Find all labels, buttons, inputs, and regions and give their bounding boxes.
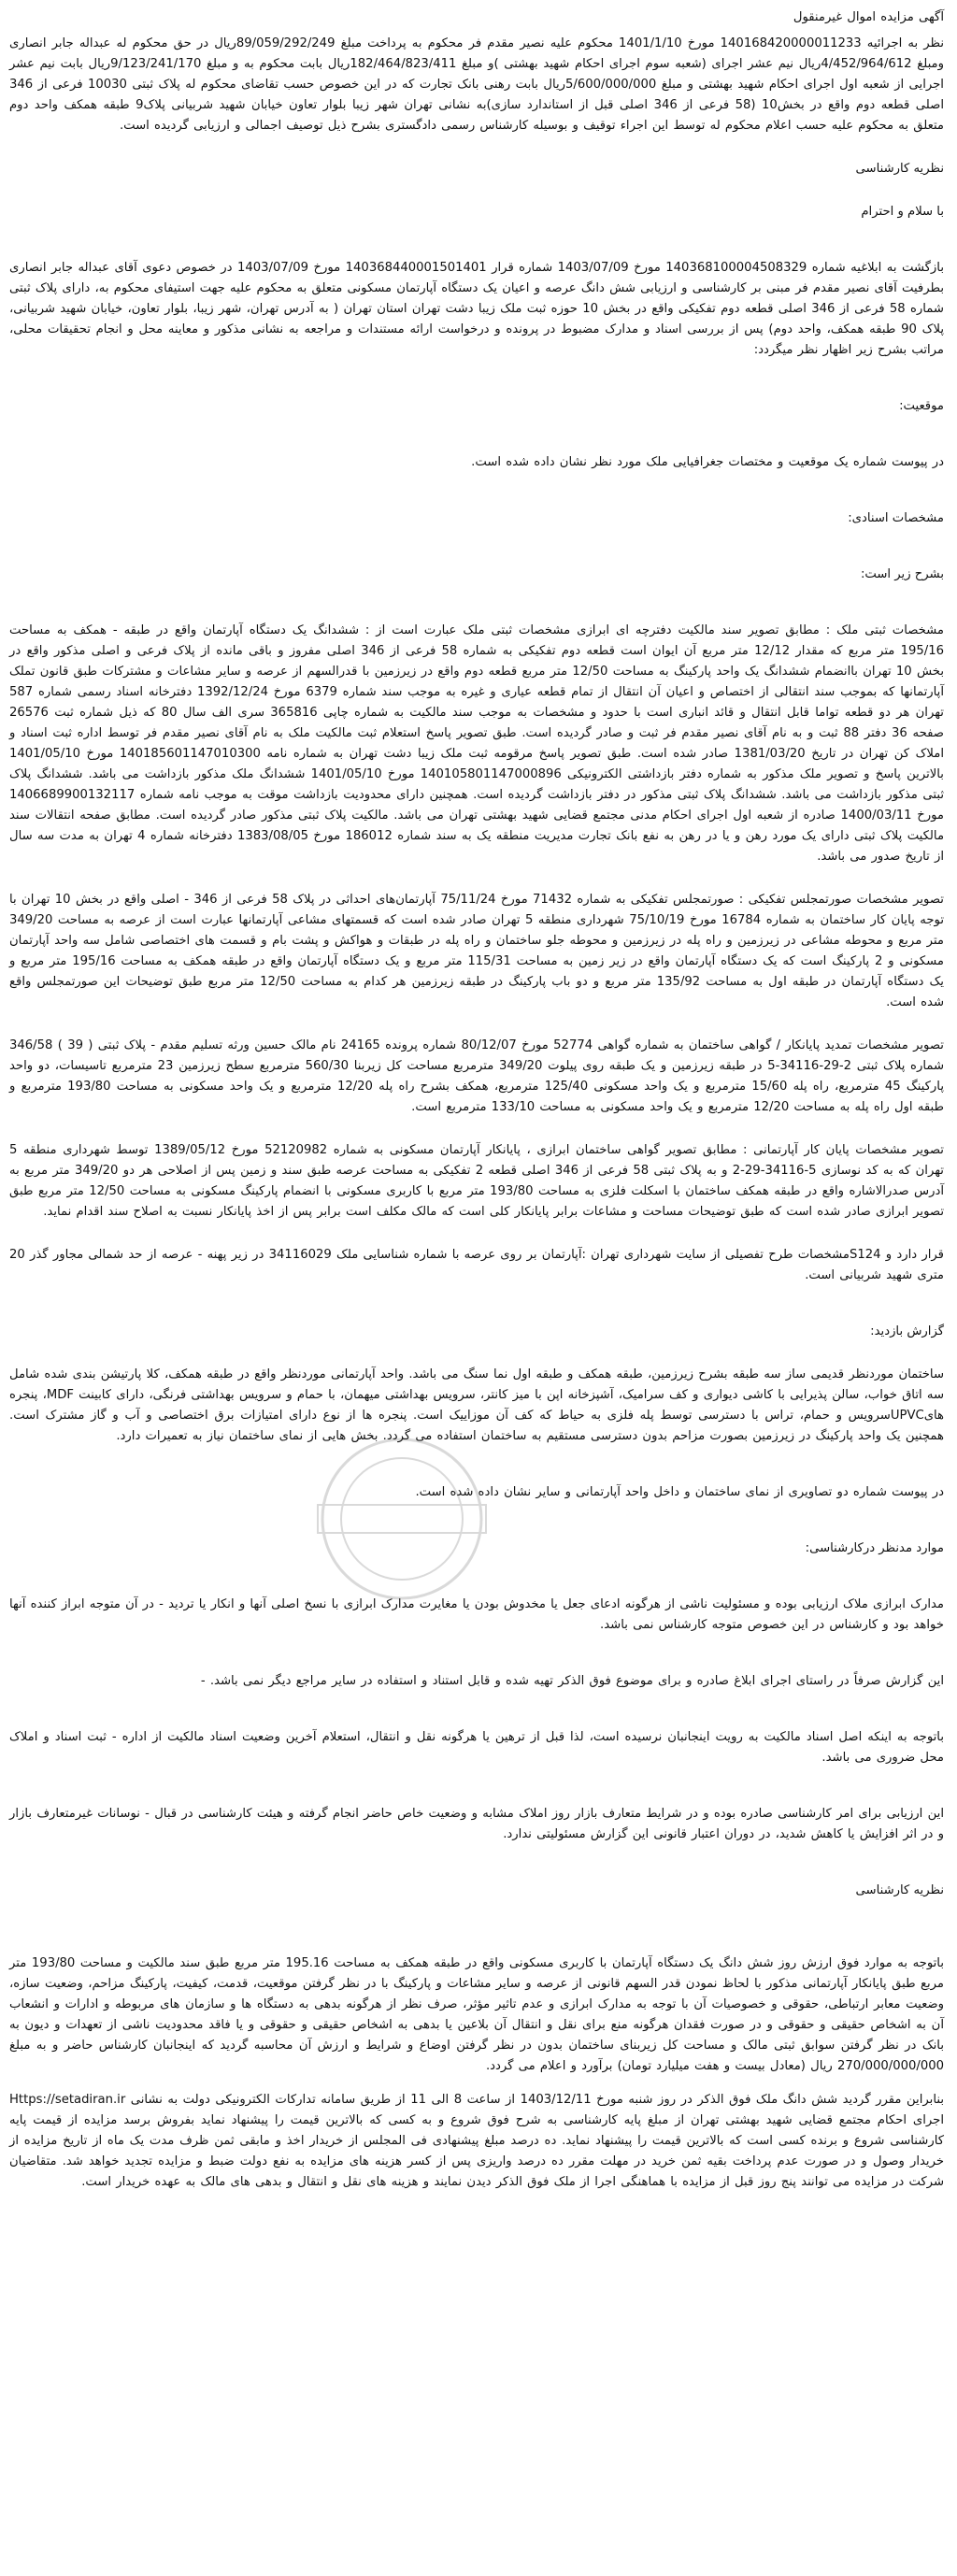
document-title: آگهی مزایده اموال غیرمنقول (793, 10, 944, 24)
registry-paragraph: مشخصات ثبتی ملک : مطابق تصویر سند مالکیت دفترچه ای ابرازی مشخصات ثبتی ملک عبارت است از : ششدانگ یک دستگاه آپارتمان واقع در طبقه - همکف به مساحت 195/16 متر مربع که مقدار 12/12 متر مربع آن ایوان است قطعه دوم تفکیکی به شماره 58 فرعی از 346 اصلی مفروز و باقی مانده از پلاک فرعی و اصلی مذکور واقع در بخش 10 تهران باانضمام ششدانگ یک واحد پارکینگ به مساحت 12/50 متر مربع قطعه دوم واقع در زیرزمین با قدرالسهم از عرصه و سایر مشاعات و مشترکات طبق قانون تملک آپارتمانها که بموجب سند انتقالی از اختصاص و اعیان آن انتقال از تمام قطعه عیاری و غیره به موجب سند شماره 6379 مورخ 1392/12/24 دفترخانه اسناد رسمی شماره 587 تهران هر دو قطعه تواما قابل انتقال و قائد انباری است با حدود و مشخصات به موجب سند مالکیت به شماره چاپی 365816 سری الف سال 80 که ذیل شماره ثبت 26576 صفحه 36 دفتر 88 ثبت و به نام آقای نصیر مقدم فر ثبت و صادر گردیده است. طبق تصویر پاسخ استعلام ثبت مالکیت ملک به نام آقای نصیر مقدم فر توسط اداره ثبت اسناد و املاک کن تهران در تاریخ 1381/03/20 صادر شده است. طبق تصویر پاسخ مرقومه ثبت ملک زیبا دشت تهران به شماره نامه 140185601147010300 مورخ 1401/05/10 بالاترین پاسخ و تصویر ملک مذکور به شماره دفتر بازداشتی الکترونیکی 140105801147000896 مورخ 1401/05/10 ششدانگ ملک مذکور بازداشت می باشد. ششدانگ پلاک ثبتی مذکور بازداشت می باشد. ششدانگ پلاک ثبتی مذکور در دفتر بازداشت گردیده است. همچنین دارای محدودیت بازداشت موقت به موجب نامه شماره 1406689900132117 مورخ 1400/03/11 صادره از شعبه اول اجرای احکام مدنی مجتمع قضایی شهید بهشتی تهران می باشد. مالکیت پلاک ثبتی مذکور صادر گردیده است. مطابق صفحه انتقالات سند مالکیت پلاک ثبتی دارای یک مورد رهن و یا در رهن به نفع بانک تجارت مدیریت منطقه یک به سند شماره 186012 مورخ 1383/08/05 دفترخانه شماره 4 تهران به مدت سه سال از تاریخ صدور می باشد. (9, 623, 945, 864)
note-item: باتوجه به اینکه اصل اسناد مالکیت به رویت اینجانبان نرسیده است، لذا قبل از ترهین یا هرگونه نقل و انتقال، استعلام آخرین وضعیت اسناد مالکیت از اداره - ثبت اسناد و املاک محل ضروری می باشد. (9, 1730, 944, 1765)
photos-paragraph: در پیوست شماره دو تصاویری از نمای ساختمان و داخل واحد آپارتمانی و سایر نشان داده شده است. (415, 1485, 944, 1499)
opinion-paragraph: باتوجه به موارد فوق ارزش روز شش دانگ یک دستگاه آپارتمان با کاربری مسکونی واقع در طبقه همکف به مساحت 195.16 متر مربع طبق سند مالکیت و مساحت 193/80 متر مربع طبق پایانکار آپارتمانی مذکور با لحاظ نمودن قدر السهم قانونی از عرصه و سایر مشاعات و پارکینگ با در نظر گرفتن موقعیت، قدمت، کیفیت، پارکینگ مزاحم، وضعیت سازه، وضعیت معابر ارتباطی، حقوقی و خصوصیات آن با توجه به مدارک ابرازی و عدم تاثیر مؤثر، صرف نظر از هرگونه بدهی به دستگاه ها و سازمان های مربوطه و ادارات و انشعاب آن به اشخاص حقیقی و حقوقی و در صورت فقدان هرگونه منع برای نقل و انتقال آن بلاعین یا بدهی به اشخاص حقیقی و حقوقی و یا فاقد محدودیت ناشی از تعهدات و دیون به بانک در نظر گرفتن سوابق ثبتی مالک و مساحت کل زیربنای ساختمان بدون در نظر گرفتن اوضاع و شرایط و ارزش آن محاسبه گردید که اینجانبان کارشناس حاضر و به مبلغ 270/000/000/000 ریال (معادل بیست و هفت میلیارد تومان) برآورد و اعلام می گردد. (9, 1956, 944, 2073)
description-heading: بشرح زیر است: (860, 567, 944, 581)
note-item: این گزارش صرفاً در راستای اجرای ابلاغ صادره و برای موضوع فوق الذکر تهیه شده و قابل استناد و استفاده در سایر مراجع دیگر نمی باشد. - (200, 1674, 944, 1688)
completion-certificate-paragraph: تصویر مشخصات پایان کار آپارتمانی : مطابق تصویر گواهی ساختمان ابرازی ، پایانکار آپارتمان مسکونی به شماره 52120982 مورخ 1389/05/12 توسط شهرداری منطقه 5 تهران که به کد نوسازی 5-34116-29-2 و به پلاک ثبتی 58 فرعی از 346 اصلی قطعه 2 تفکیکی به مساحت عرصه طبق سند و زمین پس از اصلاحی هر دو 349/20 متر مربع به آدرس صدرالاشاره واقع در طبقه همکف ساختمان با اسکلت فلزی به مساحت 193/80 متر مربع با کاربری مسکونی با انضمام پارکینگ مسکونی به مساحت 12/50 متر مربع طبق تصویر ابرازی صادر شده است که طبق توضیحات مساحت و مشاعات برابر پایانکار کلی است که مالک مکلف است برابر پس از اخذ پایانکار نسبت به اصلاح سند اقدام نماید. (9, 1143, 944, 1219)
completion-extension-paragraph: تصویر مشخصات تمدید پایانکار / گواهی ساختمان به شماره گواهی 52774 مورخ 80/12/07 شماره پرونده 24165 نام مالک حسین ورثه تسلیم مقدم - پلاک ثبتی ( 39 ) 346/58 شماره پلاک ثبتی 2-29-34116-5 در طبقه زیرزمین و یک طبقه روی پیلوت 349/20 مترمربع مساحت کل زیربنا 560/30 مترمربع سطح زیرزمین 23 مترمربع تاسیسات، دو واحد پارکینگ 45 مترمربع، راه پله 15/60 مترمربع و یک واحد مسکونی 125/40 مترمربع، همکف بشرح راه پله 12/20 مترمربع و یک واحد مسکونی به مساحت 193/80 مترمربع و طبقه اول راه پله به مساحت 12/20 مترمربع و یک واحد مسکونی به مساحت 133/10 مترمربع است. (9, 1038, 945, 1114)
detailed-plan-paragraph: قرار دارد و S124مشخصات طرح تفصیلی از سایت شهرداری تهران :آپارتمان بر روی عرصه با شماره شناسایی ملک 34116029 در زیر پهنه - عرصه از حد شمالی مجاور گذر 20 متری شهید شربیانی است. (9, 1248, 944, 1282)
visit-heading: گزارش بازدید: (870, 1324, 944, 1338)
notes-heading: موارد مدنظر درکارشناسی: (805, 1541, 944, 1555)
documents-heading: مشخصات اسنادی: (848, 511, 944, 525)
note-item: مدارک ابرازی ملاک ارزیابی بوده و مسئولیت ناشی از هرگونه ادعای جعل یا مخدوش بودن یا مغایرت مدارک ابرازی با نسخ اصلی آنها و انکار یا تردید - در آن متوجه ابراز کننده آنها خواهد بود و کارشناس در این خصوص متوجه کارشناس نمی باشد. (9, 1597, 944, 1632)
opinion-heading: نظریه کارشناسی (855, 1883, 944, 1897)
auction-terms-paragraph: بنابراین مقرر گردید شش دانگ ملک فوق الذکر در روز شنبه مورخ 1403/12/11 از ساعت 8 الی 11 از طریق سامانه تدارکات الکترونیکی دولت به نشانی Https://setadiran.ir اجرای احکام مجتمع قضایی شهید بهشتی تهران از مبلغ پایه کارشناسی به شرح فوق شروع و به کسی که بالاترین قیمت را پیشنهاد نماید بفروش برسد مزایده از قیمت پایه کارشناسی شروع و برنده کسی است که بالاترین قیمت را پیشنهاد نماید. ده درصد مبلغ پیشنهادی فی المجلس از خریدار اخذ و مابقی ثمن ظرف مدت یک ماه از تاریخ مزایده از خریدار وصول و در صورت عدم پرداخت بقیه ثمن خرید در مهلت مقرر ده درصد واریزی پس از کسر هزینه های مزایده به نفع دولت ضبط و مزایده تجدید خواهد شد. متقاضیان شرکت در مزایده می توانند پنج روز قبل از مزایده با هماهنگی اجرا از ملک فوق الذکر دیدن نمایند و هزینه های نقل و انتقال و بدهی های مالک به عهده خریدار است. (9, 2093, 945, 2189)
visit-paragraph: ساختمان موردنظر قدیمی ساز سه طبقه بشرح زیرزمین، طبقه همکف و طبقه اول نما سنگ می باشد. واحد آپارتمانی موردنظر واقع در طبقه همکف، کلا پارتیشن بندی شده شامل سه اتاق خواب، سالن پذیرایی با کاشی دیواری و کف سرامیک، آشپزخانه اپن با میز کانتر، سرویس بهداشتی میهمان، با حمام و سرویس بهداشتی فرنگی، دارای کابینت MDF، پنجره هایUPVCسرویس و حمام، تراس با دسترسی توسط پله فلزی به حیاط که کف آن موزاییک است. پنجره ها از نوع دارای امتیازات برق اختصاصی و آب و گاز مشترک است. همچنین یک واحد پارکینگ در زیرزمین بصورت مزاحم بدون دسترسی مستقیم به ساختمان استفاده می گردد. بخش هایی از نمای ساختمان نیاز به تعمیرات دارد. (9, 1367, 944, 1443)
location-heading: موقعیت: (899, 399, 944, 413)
subdivision-minutes-paragraph: تصویر مشخصات صورتمجلس تفکیکی : صورتمجلس تفکیکی به شماره 71432 مورخ 75/11/24 آپارتمان‌های احداثی در پلاک 58 فرعی از 346 - اصلی واقع در بخش 10 تهران با توجه پایان کار ساختمان به شماره 16784 مورخ 75/10/19 شهرداری منطقه 5 تهران صادر شده است که قسمتهای مشاعی آپارتمانها عبارت است از عرصه به مساحت 349/20 متر مربع و محوطه مشاعی در زیرزمین و راه پله در زیرزمین و محوطه جلو ساختمان و راه پله در طبقات و هواکش و پشت بام و قسمت های اختصاصی شامل سه واحد آپارتمان مسکونی و 2 پارکینگ است که یک دستگاه آپارتمان واقع در زیر زمین به مساحت 115/31 متر مربع و یک دستگاه آپارتمان واقع در طبقه همکف به مساحت 195/16 متر مربع و یک دستگاه آپارتمان در طبقه اول به مساحت 135/92 متر مربع و دو باب پارکینگ در طبقه زیرزمین هر کدام به مساحت 12/50 متر مربع طبق توضیحات این صورتمجلس واقع شده است. (9, 893, 944, 1009)
expert-intro-paragraph: بازگشت به ابلاغیه شماره 140368100004508329 مورخ 1403/07/09 شماره قرار 140368440001501401 مورخ 1403/07/09 در خصوص دعوی آقای عبداله جابر انصاری بطرفیت آقای نصیر مقدم فر مبنی بر کارشناسی و ارزیابی شش دانگ عرصه و اعیان یک دستگاه آپارتمان مسکونی متعلق به محکوم علیه جهت استیفای محکوم به، دارای پلاک ثبتی شماره 58 فرعی از 346 اصلی قطعه دوم تفکیکی واقع در بخش 10 حوزه ثبت ملک زیبا دشت تهران استان تهران ( به آدرس تهران، شهر زیبا، بلوار تعاون، خیابان شهید شربیانی، پلاک 90 طبقه همکف، واحد دوم) پس از بررسی اسناد و مدارک مضبوط در پرونده و درخواست ارائه مستندات و مراجعه به نشانی مذکور و معاینه محل و انجام تحقیقات محلی، مراتب بشرح زیر اظهار نظر میگردد: (9, 261, 944, 357)
intro-paragraph: نظر به اجرائیه 140168420000011233 مورخ 1401/1/10 محکوم علیه نصیر مقدم فر محکوم به پرداخت مبلغ 89/059/292/249ریال در حق محکوم له عبداله جابر انصاری ومبلغ 4/452/964/612ریال نیم عشر اجرای (شعبه سوم اجرای احکام شهید بهشتی )و مبلغ 182/464/823/411ریال بابت محکوم به و مبلغ 9/123/241/170ریال بابت نیم عشر اجرایی از شعبه اول اجرای احکام شهید بهشتی و مبلغ 5/600/000/000ریال بابت رهنی بانک تجارت که در این خصوص حسب تقاضای محکوم له پلاک ثبتی 10030 فرعی از 346 اصلی قطعه دوم واقع در بخش10 (58 فرعی از 346 اصلی قبل از استاندارد سازی)به نشانی تهران شهر زیبا بلوار تعاون خیابان شهید شربیانی پلاک9 طبقه همکف واحد دوم متعلق به محکوم علیه حسب اعلام محکوم له توسط این اجراء توقیف و بوسیله کارشناس رسمی دادگستری بشرح ذیل توصیف اجمالی و ارزیابی گردیده است. (9, 36, 944, 133)
expert-heading: نظریه کارشناسی (855, 162, 944, 176)
note-item: این ارزیابی برای امر کارشناسی صادره بوده و در شرایط متعارف بازار روز املاک مشابه و وضعیت خاص حاضر انجام گرفته و هیئت کارشناسی در قبال - نوسانات غیرمتعارف بازار و در اثر افزایش یا کاهش شدید، در دوران اعتبار قانونی این گزارش مسئولیتی ندارد. (9, 1807, 944, 1841)
location-paragraph: در پیوست شماره یک موقعیت و مختصات جغرافیایی ملک مورد نظر نشان داده شده است. (471, 455, 944, 469)
greeting: با سلام و احترام (861, 205, 944, 219)
